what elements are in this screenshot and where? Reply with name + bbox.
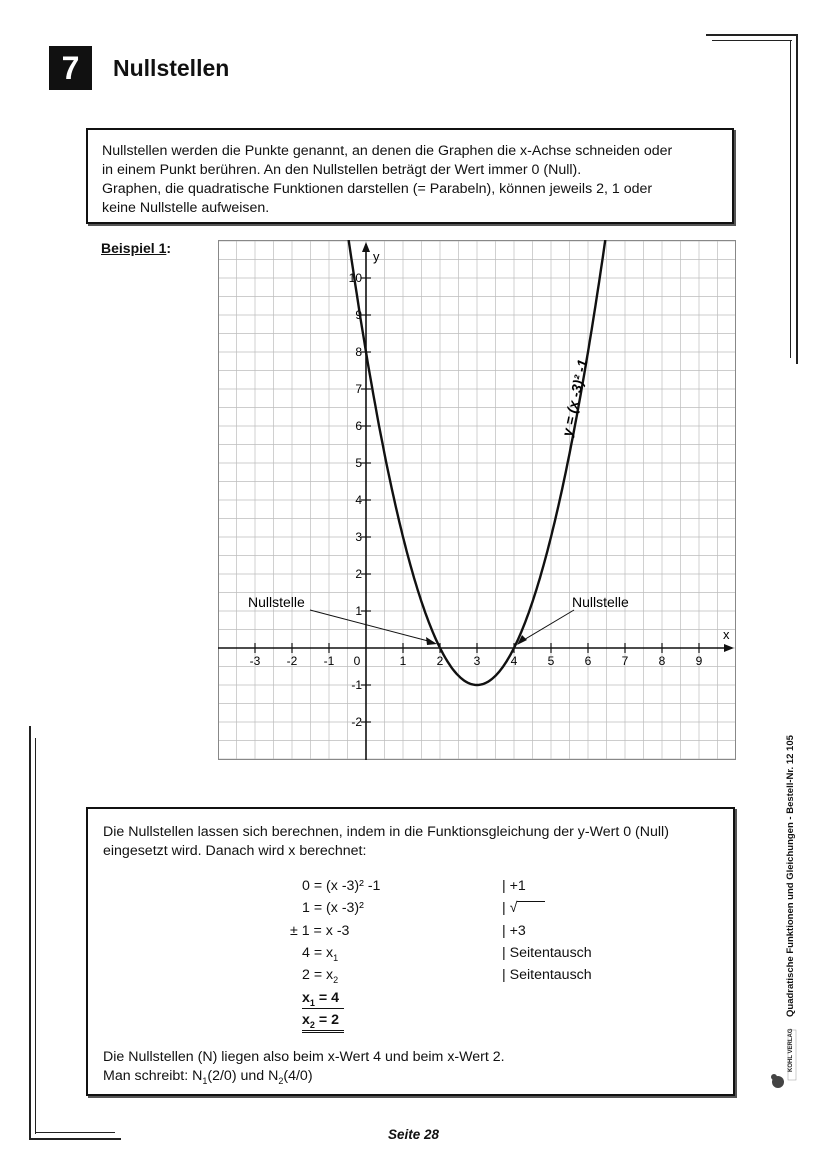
y-tick-label: 9: [355, 308, 362, 322]
y-tick-label: 5: [355, 456, 362, 470]
calc-intro-line: Die Nullstellen lassen sich berechnen, indem in die Funktionsgleichung der y-Wert 0 (Null): [103, 824, 669, 840]
intro-line: Graphen, die quadratische Funktionen darstellen (= Parabeln), können jeweils 2, 1 oder: [102, 181, 653, 197]
page-number: Seite 28: [387, 1127, 440, 1142]
graph-grid: [218, 240, 736, 760]
x-tick-label: 2: [436, 654, 444, 668]
x-tick-label: 4: [510, 654, 518, 668]
sidebar-publication-info: Quadratische Funktionen und Gleichungen - Bestell-Nr. 12 105: [785, 735, 796, 1017]
function-label: y = (x -3)² -1: [558, 357, 591, 438]
x-tick-label: 6: [584, 654, 592, 668]
calc-outro-line: Die Nullstellen (N) liegen also beim x-Wert 4 und beim x-Wert 2.: [103, 1049, 505, 1065]
equation-operation: | +1: [502, 878, 526, 894]
parabola-graph: [218, 240, 736, 760]
result-x2: $x_2 = 2$: [302, 1012, 339, 1030]
x-tick-label: 1: [399, 654, 407, 668]
y-tick-label: 8: [355, 345, 362, 359]
equation-operation: | Seitentausch: [502, 967, 592, 983]
frame-top-right-h2: [712, 40, 792, 41]
x-tick-label: -3: [249, 654, 261, 668]
intro-box: [86, 128, 734, 224]
x-tick-label: 0: [353, 654, 361, 668]
intro-line: in einem Punkt berühren. An den Nullstellen beträgt der Wert immer 0 (Null).: [102, 162, 582, 178]
y-tick-label: 1: [355, 604, 362, 618]
y-tick-label: 2: [355, 567, 362, 581]
x-tick-label: 3: [473, 654, 481, 668]
y-tick-label: 6: [355, 419, 362, 433]
y-tick-label: -1: [351, 678, 362, 692]
y-tick-label: 10: [348, 271, 362, 285]
equation-step: [302, 967, 338, 985]
y-tick-label: 7: [355, 382, 362, 396]
frame-top-right-v2: [790, 40, 791, 358]
nullstelle-label-right: Nullstelle: [572, 594, 629, 610]
chapter-number-badge: 7: [49, 46, 92, 90]
frame-top-right-h: [706, 34, 798, 36]
x-tick-label: 7: [621, 654, 629, 668]
graph-annotations: [248, 594, 629, 645]
svg-text:KOHL VERLAG: KOHL VERLAG: [788, 1028, 794, 1072]
equation-text: 2 = x: [302, 967, 334, 983]
frame-top-right-v: [796, 34, 798, 364]
equation-operation: | Seitentausch: [502, 945, 592, 961]
calc-intro: [103, 823, 723, 861]
x-tick-label: 9: [695, 654, 703, 668]
equation-subscript: 2: [333, 974, 339, 985]
calc-intro-line: eingesetzt wird. Danach wird x berechnet:: [103, 843, 367, 859]
graph-axes: [218, 242, 734, 760]
result-underline: [302, 1008, 344, 1009]
equation-step: [302, 945, 338, 963]
y-tick-label: -2: [351, 715, 362, 729]
x-tick-label: -2: [286, 654, 298, 668]
equation-subscript: 1: [333, 952, 339, 963]
y-tick-label: 3: [355, 530, 362, 544]
x-tick-label: -1: [323, 654, 335, 668]
intro-line: keine Nullstelle aufweisen.: [102, 200, 270, 216]
x-axis-label: x: [723, 627, 730, 642]
equation-operation: | +3: [502, 923, 526, 939]
equation-step: 1 = (x -3)²: [302, 900, 364, 916]
equation-operation-text: | √: [502, 900, 518, 916]
nullstelle-arrow-right: [522, 610, 574, 641]
frame-bottom-left-v2: [35, 738, 36, 1134]
sqrt-bar: [517, 901, 545, 902]
x-axis-arrow: [724, 644, 734, 652]
result-underline: [302, 1030, 344, 1031]
publisher-logo: [768, 1022, 798, 1092]
result-double-underline: [302, 1032, 344, 1033]
y-axis-arrow: [362, 242, 370, 252]
nullstelle-arrow-left: [310, 610, 432, 642]
y-tick-label: 4: [355, 493, 362, 507]
calculation-box: [86, 807, 735, 1096]
nullstelle-label-left: Nullstelle: [248, 594, 305, 610]
x-tick-label: 5: [547, 654, 555, 668]
equation-step: ± 1 = x -3: [290, 923, 350, 939]
example-label: Beispiel 1:: [101, 240, 172, 256]
intro-line: Nullstellen werden die Punkte genannt, an denen die Graphen die x-Achse schneiden oder: [102, 143, 673, 159]
calc-outro: [103, 1048, 505, 1091]
frame-bottom-left-v: [29, 726, 31, 1140]
equation-step: 0 = (x -3)² -1: [302, 878, 381, 894]
equation-text: 4 = x: [302, 945, 334, 961]
y-axis-label: y: [373, 249, 380, 264]
x-tick-label: 8: [658, 654, 666, 668]
calc-outro-line: Man schreibt: $N_1(2/0)$ und $N_2(4/0)$: [103, 1068, 313, 1086]
page-title: Nullstellen: [113, 55, 230, 81]
equation-operation: [502, 900, 545, 916]
result-x1: $x_1 = 4$: [302, 990, 339, 1008]
